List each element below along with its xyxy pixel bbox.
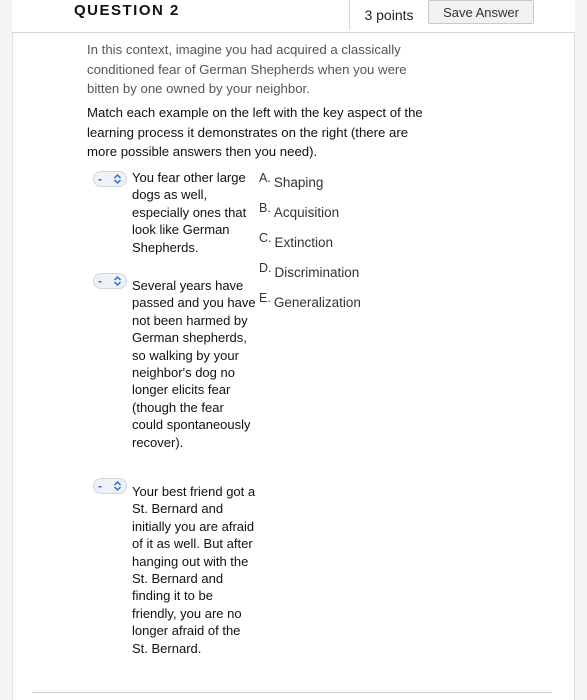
answer-option <box>259 261 360 280</box>
match-select-1[interactable] <box>93 171 127 187</box>
match-select-value: - <box>98 172 102 186</box>
answer-option <box>259 291 361 310</box>
instructions-tail: (there are more possible answers then you need). <box>87 124 409 159</box>
up-down-chevron-icon <box>113 173 122 185</box>
answer-letter: A. <box>259 171 271 185</box>
prompt-paragraph: In this context, imagine you had acquired a classically conditioned fear of German Shepherds when you were bitten by one owned by your neighbor. <box>87 42 407 96</box>
match-item-text-3: Your best friend got a St. Bernard and initially you are afraid of it as well. But after hanging out with the St. Bernard and finding it to be friendly, you are no longer afraid of the St. Bernard. <box>132 484 256 656</box>
points-label: 3 points <box>349 0 428 30</box>
match-select-value: - <box>98 479 102 493</box>
answer-letter: B. <box>259 201 271 215</box>
match-item-text-1: You fear other large dogs as well, especially ones that look like German Shepherds. <box>132 170 247 255</box>
answer-label: Generalization <box>273 295 361 310</box>
answer-label: Discrimination <box>274 265 360 280</box>
answer-option <box>259 231 334 250</box>
answer-option <box>259 171 324 190</box>
up-down-chevron-icon <box>113 275 122 287</box>
right-frame <box>574 0 587 700</box>
left-frame <box>0 0 13 700</box>
match-select-3[interactable] <box>93 478 127 494</box>
answer-label: Extinction <box>274 235 334 250</box>
answer-letter: E. <box>259 291 271 305</box>
save-answer-button[interactable]: Save Answer <box>428 0 534 24</box>
answer-letter: C. <box>259 231 272 245</box>
match-item-text-2: Several years have passed and you have not been harmed by German shepherds, so walking by your neighbor's dog no longer elicits fear (though the fear could spontaneously recover). <box>132 278 256 450</box>
match-select-2[interactable] <box>93 273 127 289</box>
answer-option <box>259 201 340 220</box>
question-prompt <box>87 40 427 105</box>
match-select-value: - <box>98 274 102 288</box>
answer-letter: D. <box>259 261 272 275</box>
question-header <box>12 0 575 33</box>
bottom-divider <box>32 692 552 693</box>
instructions-key-text: key aspect of the learning process it demonstrates on the right <box>87 105 423 140</box>
question-title: QUESTION 2 <box>74 2 180 19</box>
up-down-chevron-icon <box>113 480 122 492</box>
instructions <box>87 103 427 162</box>
answer-label: Shaping <box>273 175 324 190</box>
instructions-text: Match each example on the left with the <box>87 105 324 120</box>
answer-label: Acquisition <box>273 205 340 220</box>
